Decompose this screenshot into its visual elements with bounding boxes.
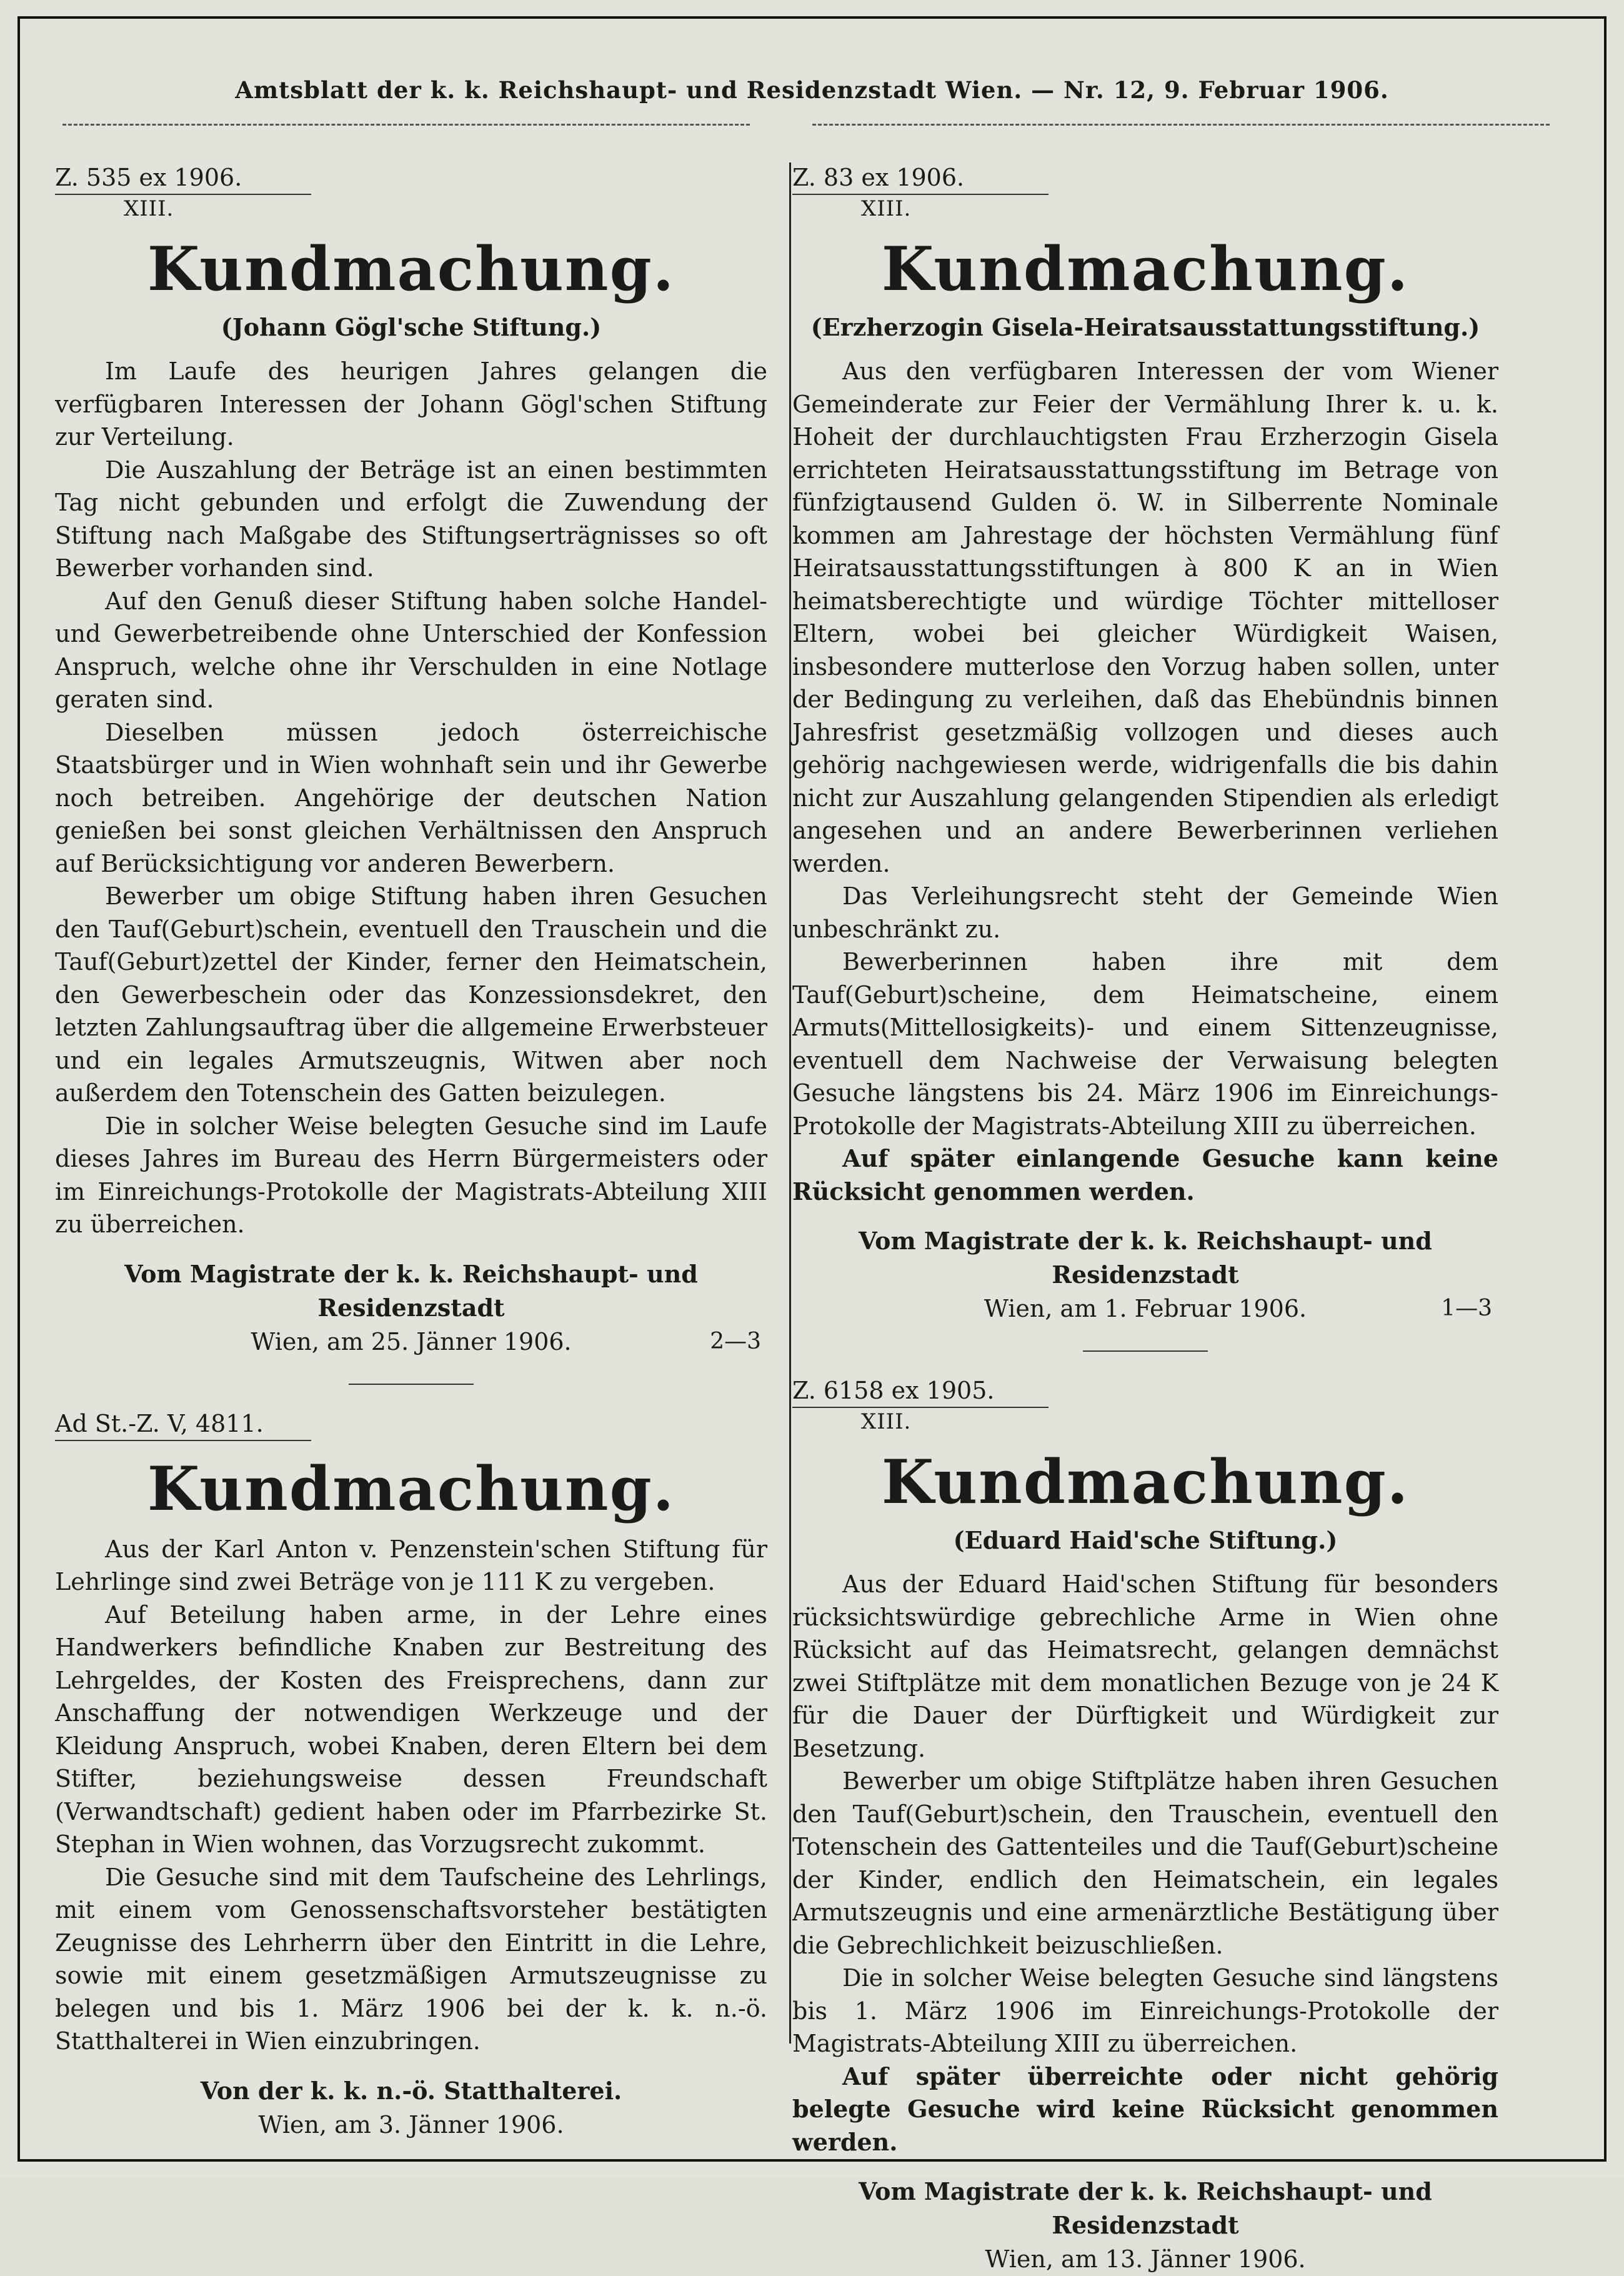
reference-number: Z. 535 ex 1906. [55,164,311,195]
notice-subtitle: (Eduard Haid'sche Stiftung.) [953,1526,1338,1554]
paragraph: Bewerber um obige Stiftplätze haben ihren Gesuchen den Tauf(Geburt)schein, den Trauschein, eventuell den Totenschein des Gattenteiles und die Tauf(Geburt)scheine der Kinder, endlich den Heimatschein, ein legales Armutszeugnis und eine armenärztliche Bestätigung über die Gebrechlichkeit beizuschließen. [792,1767,1498,1959]
reference-number: Z. 6158 ex 1905. [792,1377,1049,1408]
paragraph: Die in solcher Weise belegten Gesuche sind längstens bis 1. März 1906 im Einreichungs-Protokolle der Magistrats-Abteilung XIII zu überreichen. [792,1964,1498,2057]
paragraph: Die Auszahlung der Beträge ist an einen bestimmten Tag nicht gebunden und erfolgt die Zuwendung der Stiftung nach Maßgabe des Stiftungserträgnisses so oft Bewerber vorhanden sind. [55,456,767,582]
notice-body [55,1533,767,2058]
date: Wien, am 3. Jänner 1906. [258,2110,564,2139]
bold-note: Auf später einlangende Gesuche kann keine Rücksicht genommen werden. [792,1144,1498,1205]
date-line [792,1292,1498,1325]
paragraph: Das Verleihungsrecht steht der Gemeinde Wien unbeschränkt zu. [792,882,1498,943]
department: XIII. [861,196,912,221]
notice-gisela [792,164,1498,2276]
insertion-number: 2—3 [710,1328,761,1354]
paragraph: Auf den Genuß dieser Stiftung haben solche Handel- und Gewerbetreibende ohne Unterschied der Konfession Anspruch, welche ohne ihr Verschulden in eine Notlage geraten sind. [55,587,767,713]
paragraph: Bewerberinnen haben ihre mit dem Tauf(Geburt)scheine, dem Heimatscheine, einem Armuts(Mittellosigkeits)- und einem Sittenzeugnisse, eventuell dem Nachweise der Verwaisung belegten Gesuche längstens bis 24. März 1906 im Einreichungs-Protokolle der Magistrats-Abteilung XIII zu überreichen. [792,948,1498,1140]
notice-body [792,355,1498,1208]
header-divider-left [62,124,750,126]
paragraph: Die in solcher Weise belegten Gesuche sind im Laufe dieses Jahres im Bureau des Herrn Bürgermeisters oder im Einreichungs-Protokolle der Magistrats-Abteilung XIII zu überreichen. [55,1112,767,1238]
notice-subtitle: (Erzherzogin Gisela-Heiratsausstattungsstiftung.) [810,313,1480,341]
reference-number: Z. 83 ex 1906. [792,164,1049,195]
notice-title: Kundmachung. [881,234,1410,304]
signature: Vom Magistrate der k. k. Reichshaupt- und Residenzstadt [859,2177,1432,2239]
paragraph: Aus den verfügbaren Interessen der vom Wiener Gemeinderate zur Feier der Vermählung Ihrer k. u. k. Hoheit der durchlauchtigsten Frau Erzherzogin Gisela errichteten Heiratsausstattungsstiftung im Betrage von fünfzigtausend Gulden ö. W. in Silberrente Nominale kommen am Jahrestage der höchsten Vermählung fünf Heiratsausstattungsstiftungen à 800 K an in Wien heimatsberechtigte und würdige Töchter mittelloser Eltern, wobei bei gleicher Würdigkeit Waisen, insbesondere mutterlose den Vorzug haben sollen, unter der Bedingung zu verleihen, daß das Ehebündnis binnen Jahresfrist gesetzmäßig vollzogen und dieses auch gehörig nachgewiesen werde, widrigenfalls die bis dahin nicht zur Auszahlung gelangenden Stipendien als erledigt angesehen und an andere Bewerberinnen verliehen werden. [792,357,1498,877]
date: Wien, am 25. Jänner 1906. [251,1327,572,1355]
signature: Vom Magistrate der k. k. Reichshaupt- und Residenzstadt [859,1227,1432,1289]
notice-penzenstein [55,1410,767,2142]
notice-haid [792,1377,1498,2276]
paragraph: Aus der Karl Anton v. Penzenstein'schen Stiftung für Lehrlinge sind zwei Beträge von je 111 K zu vergeben. [55,1535,767,1595]
notice-title: Kundmachung. [147,234,675,304]
paragraph: Auf Beteilung haben arme, in der Lehre eines Handwerkers befindliche Knaben zur Bestreitung des Lehrgeldes, der Kosten des Freisprechens, dann zur Anschaffung der notwendigen Werkzeuge und der Kleidung Anspruch, wobei Knaben, deren Eltern bei dem Stifter, beziehungsweise dessen Freundschaft (Verwandtschaft) gedient haben oder im Pfarrbezirke St. Stephan in Wien wohnen, das Vorzugsrecht zukommt. [55,1600,767,1858]
notice-title: Kundmachung. [881,1447,1410,1517]
notice-subtitle: (Johann Gögl'sche Stiftung.) [221,313,602,341]
paragraph: Aus der Eduard Haid'schen Stiftung für besonders rücksichtswürdige gebrechliche Arme in Wien ohne Rücksicht auf das Heimatsrecht, gelangen demnächst zwei Stiftplätze mit dem monatlichen Bezuge von je 24 K für die Dauer der Dürftigkeit und Würdigkeit zur Besetzung. [792,1570,1498,1762]
date-line [55,1325,767,1359]
reference-number: Ad St.-Z. V, 4811. [55,1410,311,1441]
paragraph: Die Gesuche sind mit dem Taufscheine des Lehrlings, mit einem vom Genossenschaftsvorsteher bestätigten Zeugnisse des Lehrherrn über den Eintritt in die Lehre, sowie mit einem gesetzmäßigen Armutszeugnisse zu belegen und bis 1. März 1906 bei der k. k. n.-ö. Statthalterei in Wien einzubringen. [55,1863,767,2055]
date: Wien, am 1. Februar 1906. [984,1295,1307,1322]
paragraph: Dieselben müssen jedoch österreichische Staatsbürger und in Wien wohnhaft sein und ihr Gewerbe noch betreiben. Angehörige der deutschen Nation genießen bei sonst gleichen Verhältnissen den Anspruch auf Berücksichtigung vor anderen Bewerbern. [55,718,767,877]
page-header: Amtsblatt der k. k. Reichshaupt- und Residenzstadt Wien. — Nr. 12, 9. Februar 1906. [235,76,1389,104]
signature: Vom Magistrate der k. k. Reichshaupt- und Residenzstadt [124,1259,698,1322]
signature: Von der k. k. n.-ö. Statthalterei. [200,2076,622,2105]
department: XIII. [124,196,174,221]
header-divider-right [812,124,1550,126]
column-divider [789,162,791,2044]
department: XIII. [861,1409,912,1434]
insertion-number: 1—3 [1441,1295,1492,1321]
separator [1083,1350,1208,1352]
bold-note: Auf später überreichte oder nicht gehörig belegte Gesuche wird keine Rücksicht genommen werden. [792,2062,1498,2156]
date: Wien, am 13. Jänner 1906. [985,2245,1306,2273]
notice-goegl [55,164,767,2142]
notice-body [792,1568,1498,2159]
notice-title: Kundmachung. [147,1453,675,1524]
separator [349,1384,474,1385]
paragraph: Im Laufe des heurigen Jahres gelangen die verfügbaren Interessen der Johann Gögl'schen Stiftung zur Verteilung. [55,357,767,451]
notice-body [55,355,767,1241]
paragraph: Bewerber um obige Stiftung haben ihren Gesuchen den Tauf(Geburt)schein, eventuell den Trauschein und die Tauf(Geburt)zettel der Kinder, ferner den Heimatschein, den Gewerbeschein oder das Konzessionsdekret, den letzten Zahlungsauftrag über die allgemeine Erwerbsteuer und ein legales Armutszeugnis, Witwen aber noch außerdem den Totenschein des Gatten beizulegen. [55,882,767,1107]
